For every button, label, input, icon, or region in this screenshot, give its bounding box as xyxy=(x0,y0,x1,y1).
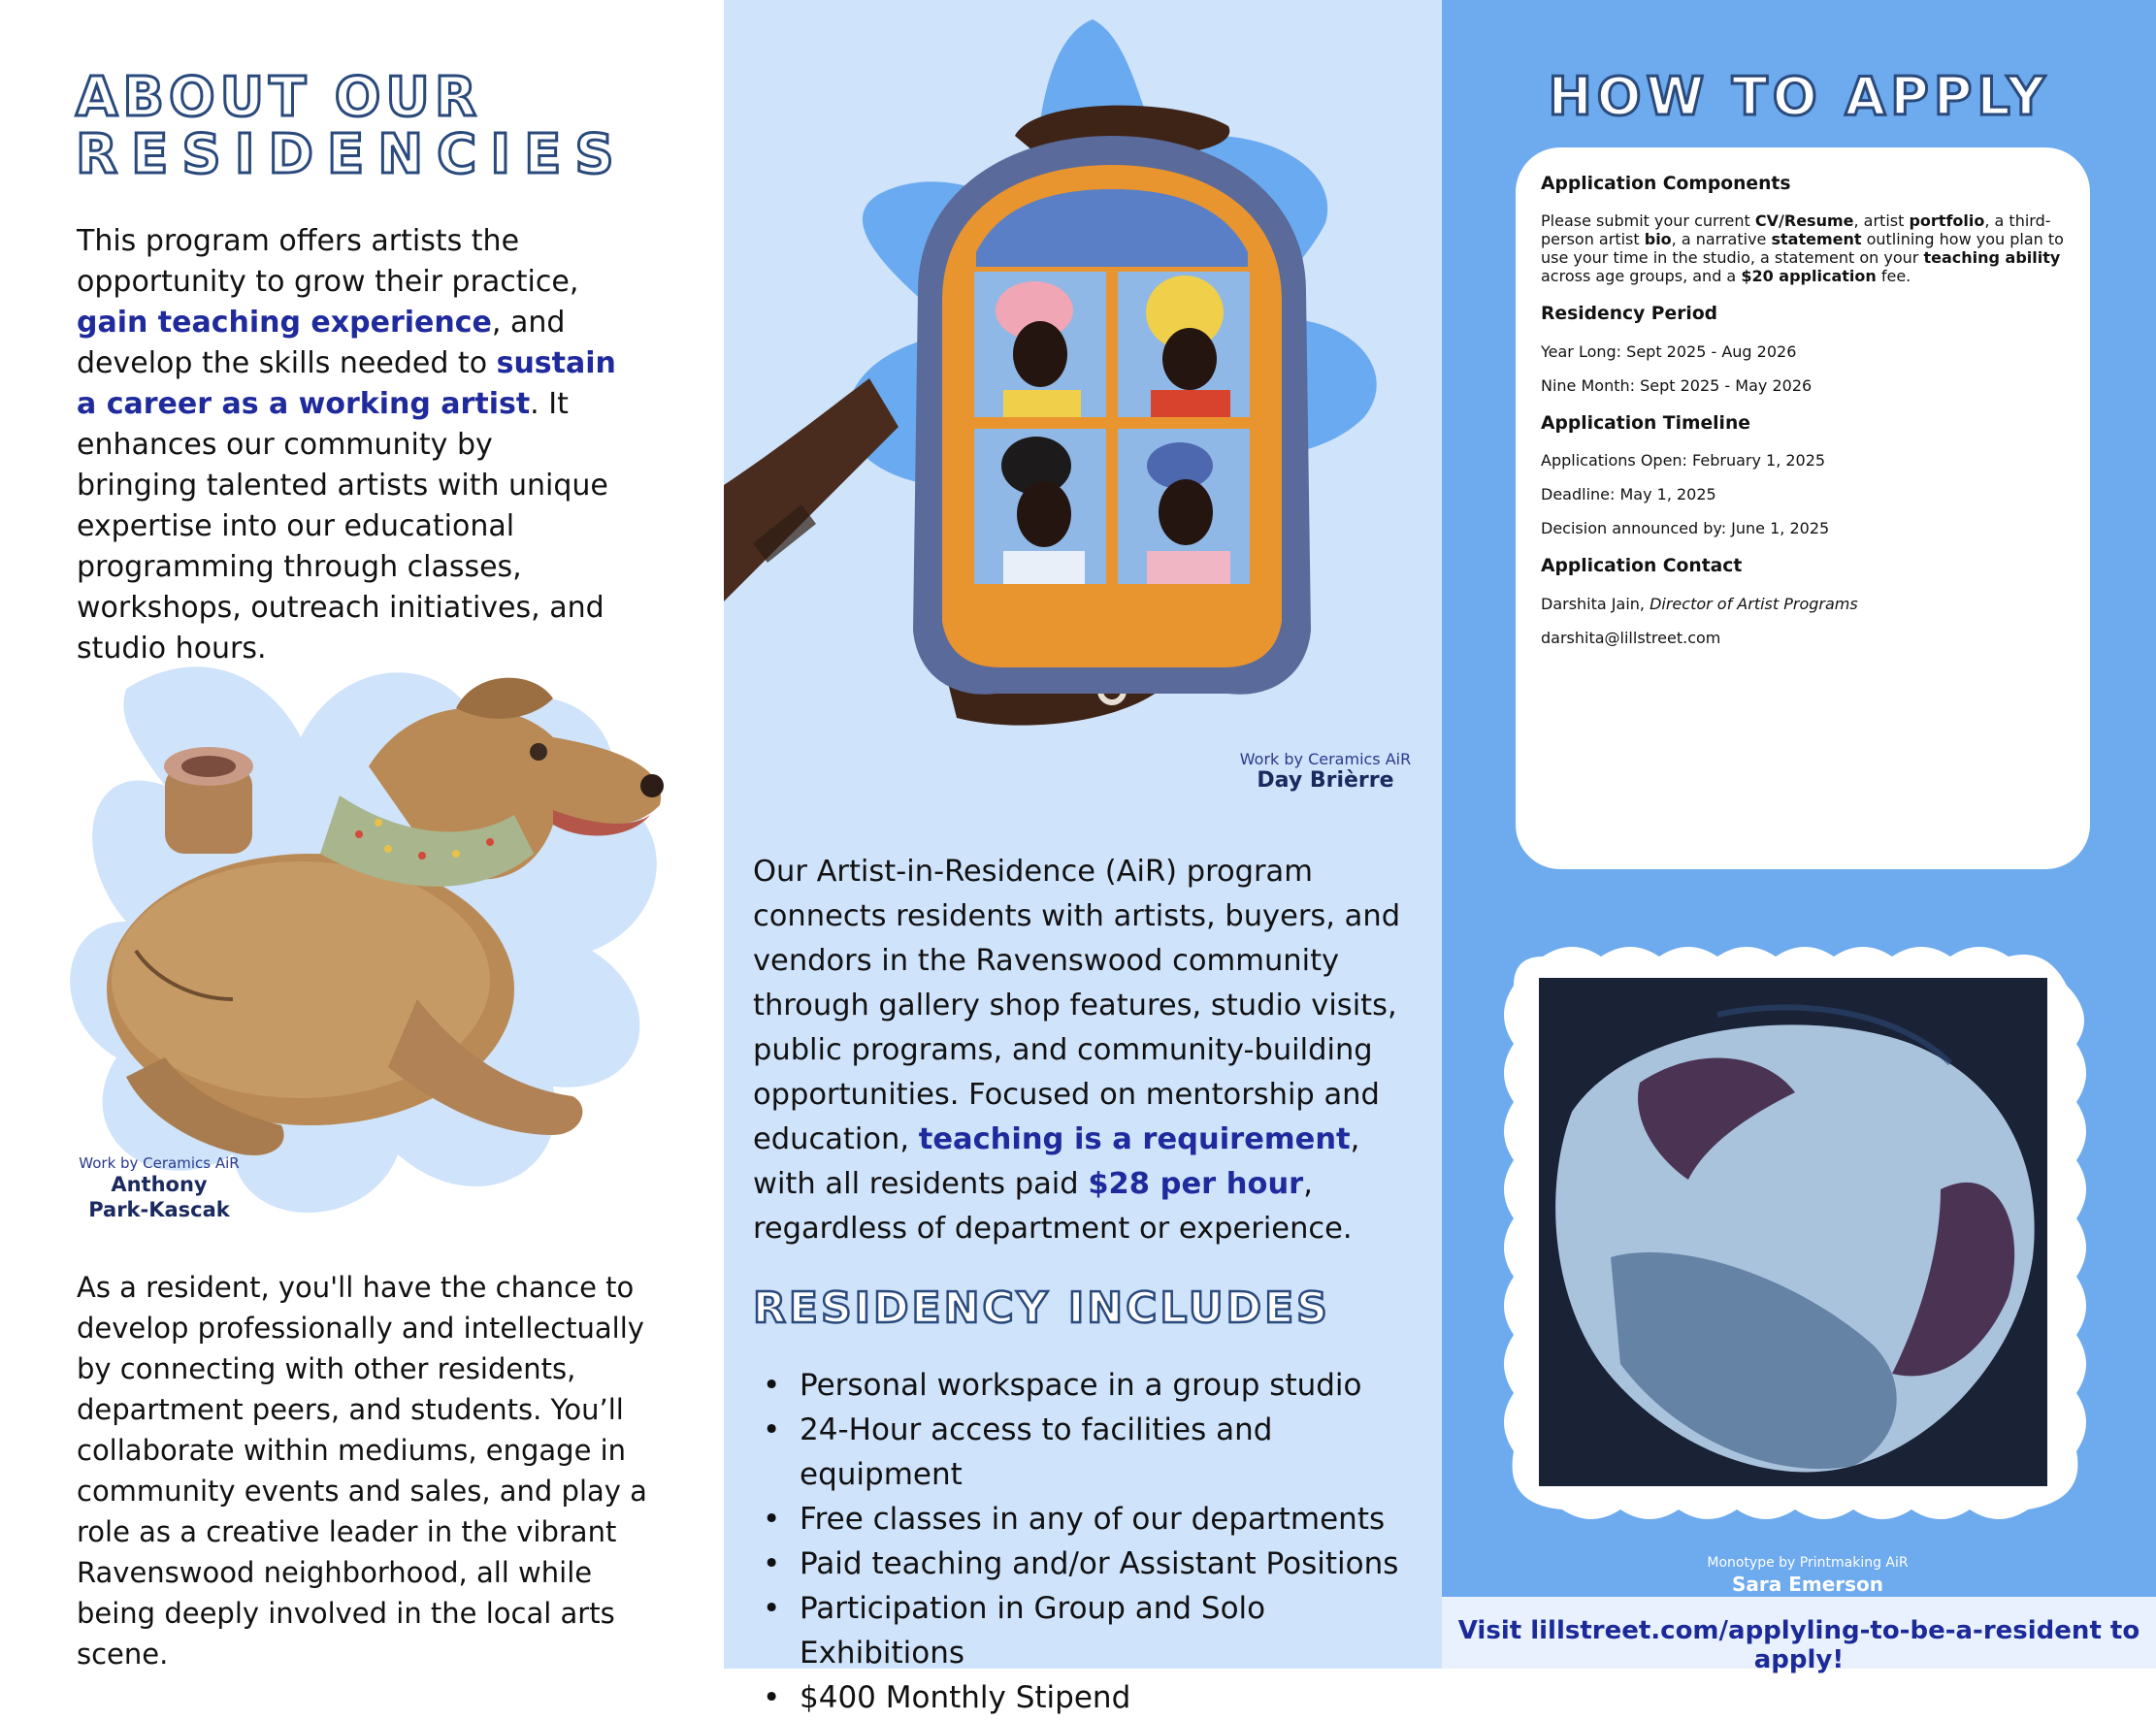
list-item: • Paid teaching and/or Assistant Positions xyxy=(753,1542,1432,1586)
dog-caption xyxy=(74,1154,245,1222)
window-caption-artist: Day Brièrre xyxy=(1257,768,1394,793)
list-item: • Participation in Group and Solo Exhibitions xyxy=(753,1586,1432,1675)
about-resident-paragraph: As a resident, you'll have the chance to develop professionally and intellectually by connecting with other residents, department peers, and students. You’ll collaborate within mediums, engage in community events and sales, and play a role as a creative leader in the vibrant Ravenswood neighborhood, all while being deeply involved in the local arts scene. xyxy=(77,1271,647,1671)
period-nine-month: Nine Month: Sept 2025 - May 2026 xyxy=(1541,375,1813,395)
apply-title: HOW TO APPLY xyxy=(1548,66,2050,127)
highlight-career: sustain a career as a working artist xyxy=(77,346,616,421)
components-section xyxy=(1541,174,2084,286)
timeline-decision: Decision announced by: June 1, 2025 xyxy=(1541,519,1830,538)
about-intro-paragraph: This program offers artists the opportunity to grow their practice, gain teaching experience, and develop the skills needed to sustain a career as a working artist. It enhances our community by bringing talented artists with unique expertise into our educational programming through classes, workshops, outreach initiatives, and studio hours. xyxy=(77,224,616,665)
timeline-heading: Application Timeline xyxy=(1541,412,1750,434)
apply-url-link[interactable]: Visit lillstreet.com/applyling-to-be-a-resident to apply! xyxy=(1457,1616,2140,1674)
air-program-paragraph: Our Artist-in-Residence (AiR) program connects residents with artists, buyers, and vendors in the Ravenswood community through gallery shop features, studio visits, public programs, and community-building opportunities. Focused on mentorship and education, teaching is a requirement, with all residents paid $28 per hour, regardless of department or experience. xyxy=(753,855,1401,1246)
list-item: • Free classes in any of our departments xyxy=(753,1497,1432,1542)
components-heading: Application Components xyxy=(1541,173,1791,194)
dog-caption-artist-line1: Anthony xyxy=(111,1173,208,1196)
highlight-teaching-requirement: teaching is a requirement xyxy=(918,1122,1351,1156)
includes-list xyxy=(753,1363,1432,1720)
monotype-caption xyxy=(1669,1554,1946,1597)
period-section xyxy=(1541,304,2084,395)
monotype-caption-credit: Monotype by Printmaking AiR xyxy=(1707,1555,1909,1571)
about-panel xyxy=(0,0,724,1669)
period-heading: Residency Period xyxy=(1541,304,1718,325)
timeline-section xyxy=(1541,413,2084,538)
monotype-print-image xyxy=(1485,937,2106,1529)
includes-title: RESIDENCY INCLUDES xyxy=(753,1283,1330,1333)
about-title-line1: ABOUT OUR xyxy=(76,66,481,129)
list-item: • Personal workspace in a group studio xyxy=(753,1363,1432,1408)
dog-caption-credit: Work by Ceramics AiR xyxy=(79,1154,240,1172)
components-text: Please submit your current CV/Resume, artist portfolio, a third-person artist bio, a narrative statement outlining how you plan to use your time in the studio, a statement on your teaching ability across age groups, and a $20 application fee. xyxy=(1541,211,2064,286)
timeline-open: Applications Open: February 1, 2025 xyxy=(1541,451,1826,471)
about-title-line2: RESIDENCIES xyxy=(76,122,628,186)
artist-arm xyxy=(724,378,898,601)
window-caption xyxy=(1228,751,1422,794)
contact-heading: Application Contact xyxy=(1541,556,1743,577)
highlight-pay-rate: $28 per hour xyxy=(1088,1167,1304,1201)
period-year-long: Year Long: Sept 2025 - Aug 2026 xyxy=(1541,341,1797,361)
window-plate-image xyxy=(724,0,1442,805)
monotype-caption-artist: Sara Emerson xyxy=(1731,1573,1884,1596)
program-panel xyxy=(724,0,1442,1715)
application-info xyxy=(1541,155,2084,663)
contact-person: Darshita Jain, Director of Artist Programs xyxy=(1541,594,1858,613)
list-item: • $400 Monthly Stipend xyxy=(753,1675,1432,1720)
list-item: • 24-Hour access to facilities and equipment xyxy=(753,1408,1432,1497)
about-title xyxy=(76,66,628,186)
dog-caption-artist-line2: Park-Kascak xyxy=(88,1198,230,1221)
highlight-teaching: gain teaching experience xyxy=(77,306,492,340)
window-caption-credit: Work by Ceramics AiR xyxy=(1239,750,1412,768)
contact-email-link[interactable]: darshita@lillstreet.com xyxy=(1541,628,1721,647)
dog-eye xyxy=(530,743,547,761)
timeline-deadline: Deadline: May 1, 2025 xyxy=(1541,485,1716,504)
contact-section xyxy=(1541,556,2084,647)
